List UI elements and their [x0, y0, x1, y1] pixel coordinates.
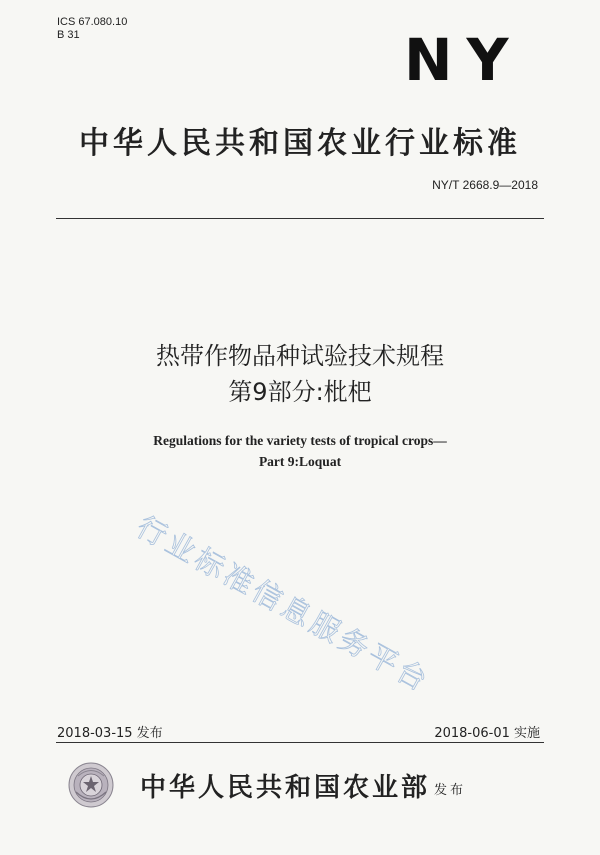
ccs-code: B 31 [57, 29, 80, 41]
issue-date: 2018-03-15 发布 [57, 726, 163, 741]
top-divider [56, 218, 544, 219]
bottom-divider [56, 742, 544, 743]
title-en-line-2: Part 9:Loquat [258, 454, 342, 469]
title-cn-line-1: 热带作物品种试验技术规程 [156, 342, 444, 370]
standard-number: NY/T 2668.9—2018 [432, 178, 538, 192]
ics-code: ICS 67.080.10 [57, 16, 128, 28]
ny-logo: NY [404, 26, 523, 94]
document-title-english [0, 430, 600, 472]
title-en-line-1: Regulations for the variety tests of tropical crops— [153, 433, 447, 448]
classification-block [57, 16, 127, 42]
standard-category-title: 中华人民共和国农业行业标准 [79, 126, 521, 161]
document-title-chinese [0, 338, 600, 410]
national-emblem-icon [68, 762, 114, 808]
implementation-date: 2018-06-01 实施 [434, 726, 540, 741]
title-cn-line-2: 第9部分:枇杷 [228, 378, 372, 406]
publish-label: 发布 [434, 783, 467, 798]
publisher-name: 中华人民共和国农业部 [140, 773, 431, 803]
watermark: 行业标准信息服务平台 [131, 509, 437, 700]
